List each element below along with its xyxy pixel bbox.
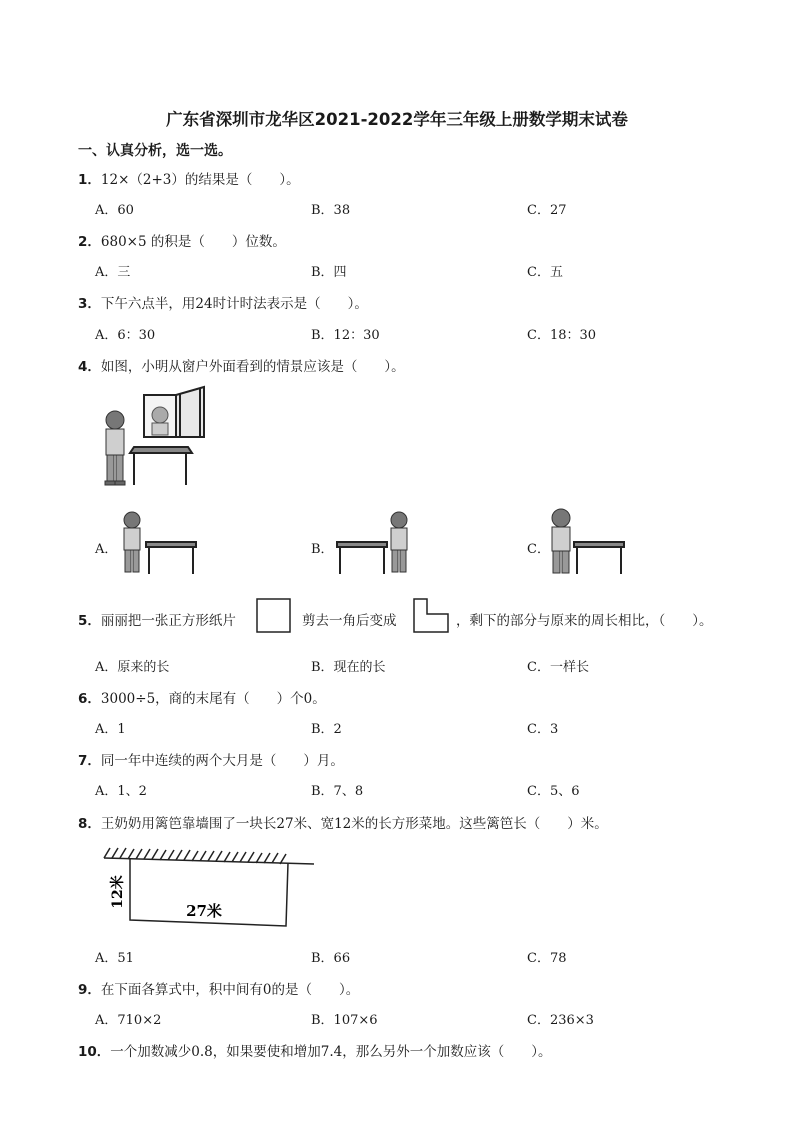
question-10 [78,1040,552,1060]
question-text: 王奶奶用篱笆靠墙围了一块长27米、宽12米的长方形菜地。这些篱笆长（ ）米。 [100,816,608,832]
q3-option-c: C．18：30 [527,328,597,343]
table-icon [146,542,196,574]
question-text: 3000÷5，商的末尾有（ ）个0。 [100,691,326,707]
q6-option-c: C．3 [527,722,559,737]
question-text-part-c: ，剩下的部分与原来的周长相比，（ ）。 [456,613,713,629]
section-heading: 一、认真分析，选一选。 [78,143,232,159]
q1-option-a: A．60 [95,203,134,218]
question-text: 在下面各算式中，积中间有0的是（ ）。 [100,982,360,998]
q5-option-b: B．现在的长 [311,660,386,675]
girl-figure [105,411,125,485]
question-number: 2． [78,234,101,250]
question-number: 5． [78,613,101,629]
question-text: 680×5 的积是（ ）位数。 [100,234,286,250]
q2-option-c: C．五 [527,265,563,280]
q2-option-b: B．四 [311,265,347,280]
page-title: 广东省深圳市龙华区2021-2022学年三年级上册数学期末试卷 [166,110,628,129]
table-icon [337,542,387,574]
q8-option-b: B．66 [311,951,351,966]
question-6 [78,687,326,707]
q3-option-b: B．12：30 [311,328,380,343]
table-icon [130,447,192,485]
q3-option-a: A．6：30 [95,328,156,343]
question-number: 4． [78,359,101,375]
question-3 [78,292,368,312]
q4-option-b-figure [335,510,415,578]
girl-figure [124,512,140,572]
question-number: 8． [78,816,101,832]
q2-option-a: A．三 [95,265,131,280]
question-5-end [456,609,713,629]
q4-option-c: C． [527,542,550,557]
table-icon [574,542,624,574]
q4-option-b: B． [311,542,334,557]
q7-option-a: A．1、2 [95,784,147,799]
cut-corner-shape-icon [413,598,451,634]
q1-option-b: B．38 [311,203,351,218]
q7-option-b: B．7、8 [311,784,364,799]
q9-option-a: A．710×2 [95,1013,162,1028]
q6-option-a: A．1 [95,722,126,737]
question-8 [78,812,608,832]
question-text: 一个加数减少0.8，如果要使和增加7.4，那么另外一个加数应该（ ）。 [110,1044,552,1060]
q1-option-c: C．27 [527,203,567,218]
q5-option-c: C．一样长 [527,660,589,675]
q5-option-a: A．原来的长 [95,660,170,675]
q9-option-b: B．107×6 [311,1013,378,1028]
question-5 [78,609,236,629]
question-number: 10． [78,1044,111,1060]
square-paper-icon [256,598,292,634]
question-text: 如图，小明从窗户外面看到的情景应该是（ ）。 [100,359,405,375]
question-text-part-b: 剪去一角后变成 [302,613,397,629]
question-4 [78,355,405,375]
q4-option-a: A． [95,542,118,557]
q9-option-c: C．236×3 [527,1013,594,1028]
q8-option-c: C．78 [527,951,567,966]
q4-illustration [100,385,210,487]
question-number: 1． [78,172,101,188]
width-label: 12米 [110,875,126,909]
q4-option-a-figure [120,510,200,578]
fence-diagram [100,840,320,930]
question-text: 下午六点半，用24时计时法表示是（ ）。 [100,296,368,312]
question-5-middle [302,609,397,629]
girl-figure [552,509,570,573]
question-number: 9． [78,982,101,998]
question-number: 3． [78,296,101,312]
question-2 [78,230,286,250]
window-icon [144,387,204,437]
question-number: 7． [78,753,101,769]
wall-hatching [104,848,314,864]
q8-option-a: A．51 [95,951,134,966]
q4-option-c-figure [548,506,628,578]
girl-figure [391,512,407,572]
question-text: 12×（2+3）的结果是（ ）。 [100,172,300,188]
question-9 [78,978,359,998]
question-7 [78,749,344,769]
question-number: 6． [78,691,101,707]
q7-option-c: C．5、6 [527,784,580,799]
question-text-part-a: 丽丽把一张正方形纸片 [100,613,236,629]
question-text: 同一年中连续的两个大月是（ ）月。 [100,753,344,769]
q6-option-b: B．2 [311,722,342,737]
question-1 [78,168,300,188]
length-label: 27米 [186,902,222,920]
